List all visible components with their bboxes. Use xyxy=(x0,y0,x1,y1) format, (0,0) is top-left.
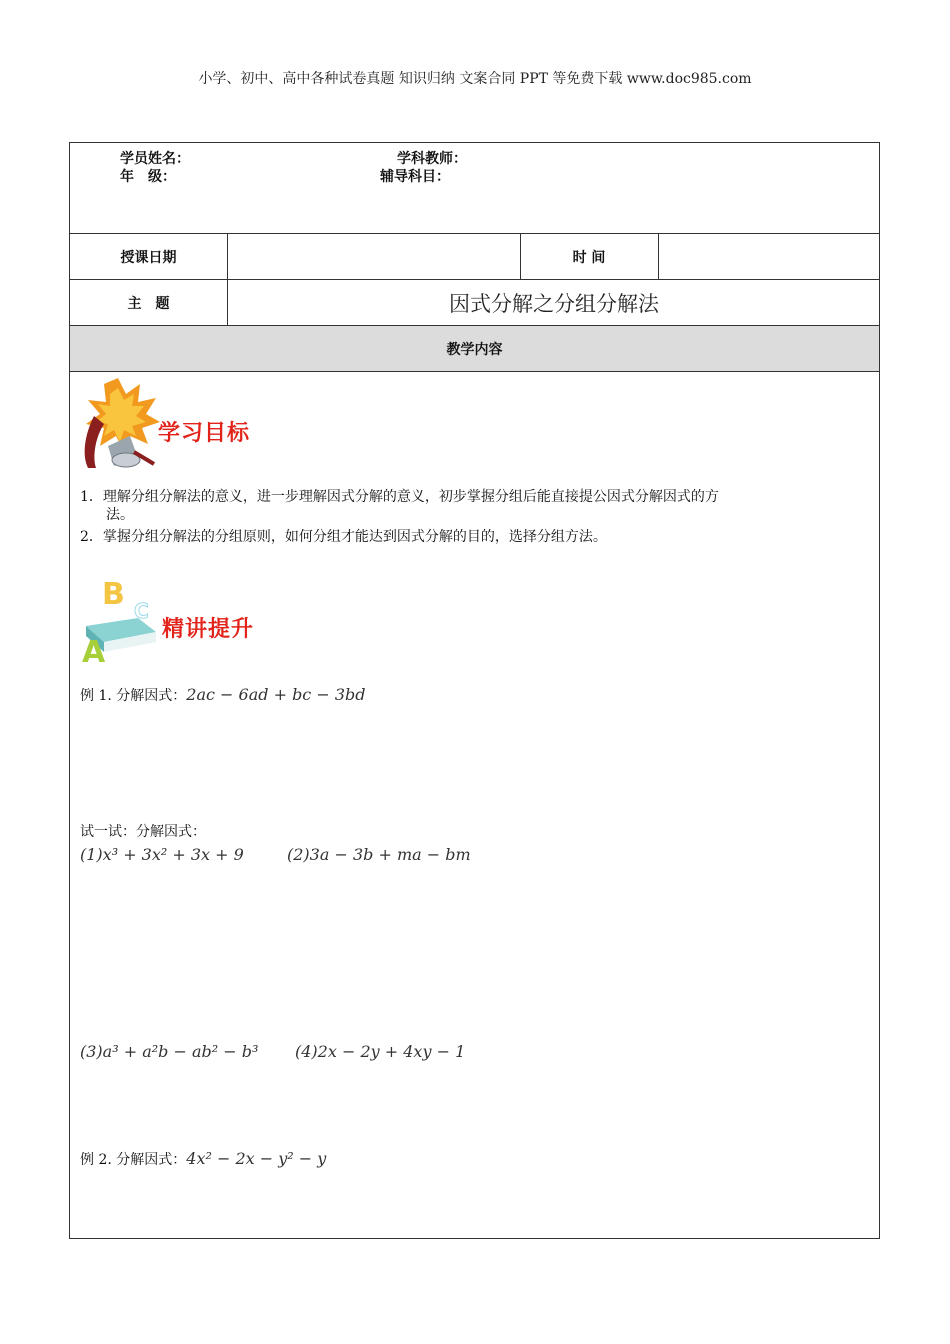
svg-text:B: B xyxy=(102,578,125,612)
abc-book-icon xyxy=(80,578,160,664)
teaching-content-band xyxy=(70,326,879,372)
svg-text:A: A xyxy=(82,635,106,664)
lesson-sheet xyxy=(69,142,880,1239)
example-2-label: 例 2. 分解因式： xyxy=(80,1152,187,1168)
subject-label: 辅导科目： xyxy=(380,169,450,185)
goal-1-cont: 法。 xyxy=(106,507,134,523)
content-area xyxy=(70,372,879,1238)
teacher-label: 学科教师： xyxy=(397,151,467,167)
try-label: 试一试：分解因式： xyxy=(80,824,206,840)
goal-1: 1．理解分组分解法的意义，进一步理解因式分解的意义，初步掌握分组后能直接提公因式分解因式的方 xyxy=(80,489,719,505)
topic-title: 因式分解之分组分解法 xyxy=(449,291,659,316)
problem-4: (4)2x − 2y + 4xy − 1 xyxy=(295,1042,466,1061)
lecture-badge: 精讲提升 xyxy=(162,617,255,642)
maple-leaf-bell-icon xyxy=(78,376,162,474)
problem-1: (1)x³ + 3x² + 3x + 9 xyxy=(80,845,244,864)
example-2-expression: 4x² − 2x − y² − y xyxy=(186,1149,327,1168)
info-row xyxy=(70,143,879,234)
grade-label: 年 级： xyxy=(120,169,176,185)
topic-label: 主 题 xyxy=(127,295,170,312)
problem-2: (2)3a − 3b + ma − bm xyxy=(287,845,471,864)
goal-2: 2．掌握分组分解法的分组原则，如何分组才能达到因式分解的目的，选择分组方法。 xyxy=(80,529,607,545)
example-1-label: 例 1. 分解因式： xyxy=(80,688,187,704)
student-name-label: 学员姓名： xyxy=(120,151,190,167)
time-label: 时 间 xyxy=(572,249,606,266)
example-1 xyxy=(80,686,366,705)
schedule-row xyxy=(70,234,879,280)
date-label: 授课日期 xyxy=(120,249,177,266)
header-banner: 小学、初中、高中各种试卷真题 知识归纳 文案合同 PPT 等免费下载 www.doc985.com xyxy=(198,71,752,87)
svg-text:C: C xyxy=(134,599,149,623)
band-label: 教学内容 xyxy=(446,341,503,358)
example-2 xyxy=(80,1150,326,1169)
problem-3: (3)a³ + a²b − ab² − b³ xyxy=(80,1042,259,1061)
learning-goals-badge: 学习目标 xyxy=(158,421,251,446)
example-1-expression: 2ac − 6ad + bc − 3bd xyxy=(186,685,366,704)
topic-row xyxy=(70,280,879,326)
